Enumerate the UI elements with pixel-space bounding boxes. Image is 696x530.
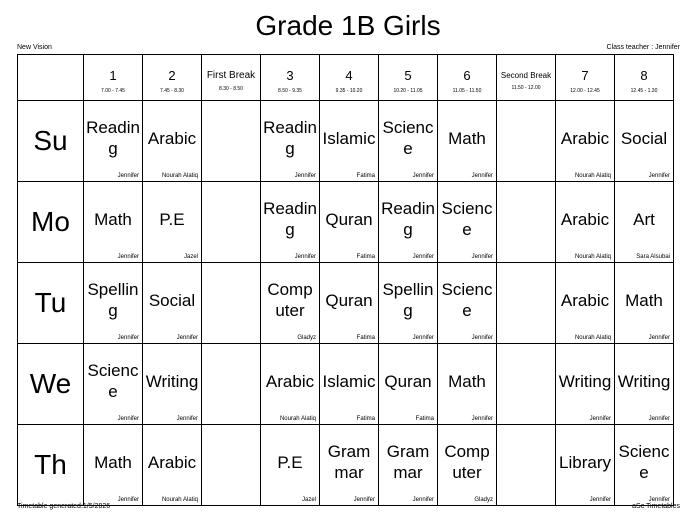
lesson-cell xyxy=(261,425,320,506)
lesson-subject: Computer xyxy=(267,280,313,320)
lesson-cell xyxy=(438,101,497,182)
lesson-teacher: Nourah Alatiq xyxy=(161,497,198,503)
lesson-cell xyxy=(438,425,497,506)
lesson-subject: Science xyxy=(382,118,434,158)
lesson-cell xyxy=(556,263,615,344)
period-time: 11.50 - 12.00 xyxy=(511,84,541,91)
period-label: Second Break xyxy=(500,70,552,80)
lesson-teacher: Jennifer xyxy=(589,416,611,422)
period-time: 12.00 - 12.45 xyxy=(570,87,600,94)
break-cell xyxy=(497,425,556,506)
day-label: Su xyxy=(18,101,84,182)
lesson-subject: Arabic xyxy=(560,209,610,229)
lesson-teacher: Jennifer xyxy=(294,173,316,179)
lesson-teacher: Nourah Alatiq xyxy=(161,173,198,179)
school-name: New Vision xyxy=(17,44,52,51)
period-header xyxy=(261,55,320,101)
day-label: Mo xyxy=(18,182,84,263)
period-header xyxy=(497,55,556,101)
lesson-cell xyxy=(143,425,202,506)
lesson-cell xyxy=(556,344,615,425)
break-cell xyxy=(202,425,261,506)
lesson-cell xyxy=(438,344,497,425)
class-teacher: Class teacher : Jennifer xyxy=(606,44,680,51)
lesson-subject: Reading xyxy=(263,199,317,239)
lesson-teacher: Gladyz xyxy=(297,335,316,341)
lesson-subject: Arabic xyxy=(560,290,610,310)
lesson-subject: P.E xyxy=(159,209,185,229)
lesson-teacher: Fatima xyxy=(356,254,375,260)
break-cell xyxy=(497,344,556,425)
lesson-teacher: Jennifer xyxy=(176,335,198,341)
lesson-cell xyxy=(320,101,379,182)
period-header xyxy=(438,55,497,101)
lesson-subject: Writing xyxy=(145,371,199,391)
day-row xyxy=(18,182,674,263)
lesson-subject: Islamic xyxy=(322,371,376,391)
lesson-subject: Spelling xyxy=(87,280,139,320)
lesson-subject: Reading xyxy=(86,118,140,158)
lesson-teacher: Fatima xyxy=(356,416,375,422)
lesson-cell xyxy=(320,263,379,344)
lesson-teacher: Fatima xyxy=(356,173,375,179)
lesson-teacher: Jazel xyxy=(301,497,316,503)
lesson-subject: Spelling xyxy=(382,280,434,320)
lesson-cell xyxy=(556,182,615,263)
lesson-subject: Reading xyxy=(263,118,317,158)
period-label: 1 xyxy=(109,67,117,83)
lesson-teacher: Jennifer xyxy=(176,416,198,422)
break-cell xyxy=(497,182,556,263)
lesson-cell xyxy=(615,263,674,344)
period-label: First Break xyxy=(206,69,256,81)
lesson-cell xyxy=(143,263,202,344)
lesson-teacher: Jennifer xyxy=(353,497,375,503)
period-time: 7.45 - 8.30 xyxy=(160,87,184,94)
lesson-subject: Arabic xyxy=(560,128,610,148)
lesson-cell xyxy=(615,182,674,263)
lesson-teacher: Jazel xyxy=(183,254,198,260)
period-label: 5 xyxy=(404,67,412,83)
lesson-teacher: Jennifer xyxy=(471,173,493,179)
lesson-teacher: Jennifer xyxy=(117,173,139,179)
lesson-teacher: Jennifer xyxy=(117,416,139,422)
lesson-cell xyxy=(143,101,202,182)
lesson-subject: Grammar xyxy=(386,442,430,482)
lesson-cell xyxy=(438,182,497,263)
period-label: 2 xyxy=(168,67,176,83)
period-time: 8.50 - 9.35 xyxy=(278,87,302,94)
lesson-cell xyxy=(261,182,320,263)
break-cell xyxy=(202,344,261,425)
lesson-subject: Reading xyxy=(381,199,435,239)
lesson-teacher: Jennifer xyxy=(648,497,670,503)
lesson-cell xyxy=(261,263,320,344)
lesson-subject: Computer xyxy=(444,442,490,482)
lesson-subject: Arabic xyxy=(147,452,197,472)
page-title: Grade 1B Girls xyxy=(255,10,441,41)
period-header xyxy=(615,55,674,101)
lesson-teacher: Fatima xyxy=(415,416,434,422)
day-row xyxy=(18,263,674,344)
day-row xyxy=(18,344,674,425)
lesson-cell xyxy=(615,101,674,182)
lesson-cell xyxy=(556,101,615,182)
lesson-cell xyxy=(615,344,674,425)
break-cell xyxy=(497,101,556,182)
lesson-teacher: Nourah Alatiq xyxy=(574,335,611,341)
generated-date: Timetable generated:1/5/2026 xyxy=(17,503,111,510)
lesson-subject: Social xyxy=(620,128,668,148)
lesson-subject: Social xyxy=(148,290,196,310)
period-label: 3 xyxy=(286,67,294,83)
lesson-teacher: Nourah Alatiq xyxy=(574,254,611,260)
lesson-subject: Quran xyxy=(325,290,373,310)
lesson-cell xyxy=(84,101,143,182)
lesson-teacher: Jennifer xyxy=(648,173,670,179)
lesson-cell xyxy=(261,344,320,425)
lesson-subject: Art xyxy=(633,209,655,229)
period-time: 10.20 - 11.05 xyxy=(393,87,423,94)
lesson-subject: Writing xyxy=(558,371,612,391)
period-label: 4 xyxy=(345,67,353,83)
lesson-subject: Math xyxy=(448,371,486,391)
period-header xyxy=(320,55,379,101)
lesson-cell xyxy=(379,101,438,182)
period-header xyxy=(84,55,143,101)
lesson-teacher: Jennifer xyxy=(471,416,493,422)
lesson-subject: Math xyxy=(94,209,132,229)
period-header xyxy=(556,55,615,101)
lesson-subject: Math xyxy=(94,452,132,472)
lesson-cell xyxy=(615,425,674,506)
lesson-teacher: Jennifer xyxy=(117,335,139,341)
lesson-cell xyxy=(84,263,143,344)
period-label: 7 xyxy=(581,67,589,83)
lesson-subject: Writing xyxy=(617,371,671,391)
lesson-cell xyxy=(320,425,379,506)
lesson-cell xyxy=(84,344,143,425)
timetable-grid xyxy=(17,54,674,506)
lesson-subject: Science xyxy=(441,199,493,239)
lesson-subject: Science xyxy=(618,442,670,482)
lesson-teacher: Nourah Alatiq xyxy=(279,416,316,422)
lesson-cell xyxy=(556,425,615,506)
lesson-cell xyxy=(320,344,379,425)
lesson-teacher: Jennifer xyxy=(117,497,139,503)
break-cell xyxy=(497,263,556,344)
lesson-subject: Islamic xyxy=(322,128,376,148)
lesson-subject: Arabic xyxy=(265,371,315,391)
lesson-teacher: Jennifer xyxy=(412,173,434,179)
lesson-cell xyxy=(143,344,202,425)
corner-cell xyxy=(18,55,84,101)
lesson-teacher: Sara Alsubai xyxy=(636,254,670,260)
period-label: 8 xyxy=(640,67,648,83)
lesson-teacher: Jennifer xyxy=(412,497,434,503)
day-label: Th xyxy=(18,425,84,506)
period-time: 9.35 - 10.20 xyxy=(335,87,363,94)
period-header xyxy=(379,55,438,101)
lesson-teacher: Gladyz xyxy=(474,497,493,503)
lesson-cell xyxy=(438,263,497,344)
lesson-teacher: Nourah Alatiq xyxy=(574,173,611,179)
lesson-subject: Arabic xyxy=(147,128,197,148)
lesson-teacher: Jennifer xyxy=(589,497,611,503)
period-time: 7.00 - 7.45 xyxy=(101,87,125,94)
lesson-subject: P.E xyxy=(277,452,303,472)
lesson-cell xyxy=(379,425,438,506)
lesson-cell xyxy=(379,263,438,344)
lesson-subject: Science xyxy=(87,361,139,401)
lesson-teacher: Jennifer xyxy=(294,254,316,260)
period-header xyxy=(202,55,261,101)
lesson-teacher: Jennifer xyxy=(412,254,434,260)
lesson-subject: Science xyxy=(441,280,493,320)
break-cell xyxy=(202,182,261,263)
lesson-teacher: Jennifer xyxy=(648,416,670,422)
lesson-cell xyxy=(84,425,143,506)
day-label: We xyxy=(18,344,84,425)
lesson-subject: Quran xyxy=(384,371,432,391)
brand-footer: aSc Timetables xyxy=(632,503,680,510)
lesson-teacher: Jennifer xyxy=(471,335,493,341)
period-header-row xyxy=(18,55,674,101)
lesson-subject: Math xyxy=(448,128,486,148)
lesson-teacher: Jennifer xyxy=(471,254,493,260)
day-row xyxy=(18,101,674,182)
lesson-teacher: Jennifer xyxy=(412,335,434,341)
day-label: Tu xyxy=(18,263,84,344)
lesson-cell xyxy=(379,182,438,263)
period-label: 6 xyxy=(463,67,471,83)
lesson-subject: Quran xyxy=(325,209,373,229)
lesson-cell xyxy=(84,182,143,263)
lesson-cell xyxy=(379,344,438,425)
period-time: 12.45 - 1.30 xyxy=(630,87,658,94)
lesson-subject: Library xyxy=(559,452,611,472)
lesson-cell xyxy=(261,101,320,182)
break-cell xyxy=(202,263,261,344)
lesson-teacher: Fatima xyxy=(356,335,375,341)
period-time: 8.30 - 8.50 xyxy=(219,85,243,92)
lesson-teacher: Jennifer xyxy=(648,335,670,341)
lesson-subject: Math xyxy=(625,290,663,310)
lesson-subject: Grammar xyxy=(327,442,371,482)
break-cell xyxy=(202,101,261,182)
period-header xyxy=(143,55,202,101)
period-time: 11.05 - 11.50 xyxy=(452,87,482,94)
lesson-teacher: Jennifer xyxy=(117,254,139,260)
day-row xyxy=(18,425,674,506)
lesson-cell xyxy=(143,182,202,263)
lesson-cell xyxy=(320,182,379,263)
